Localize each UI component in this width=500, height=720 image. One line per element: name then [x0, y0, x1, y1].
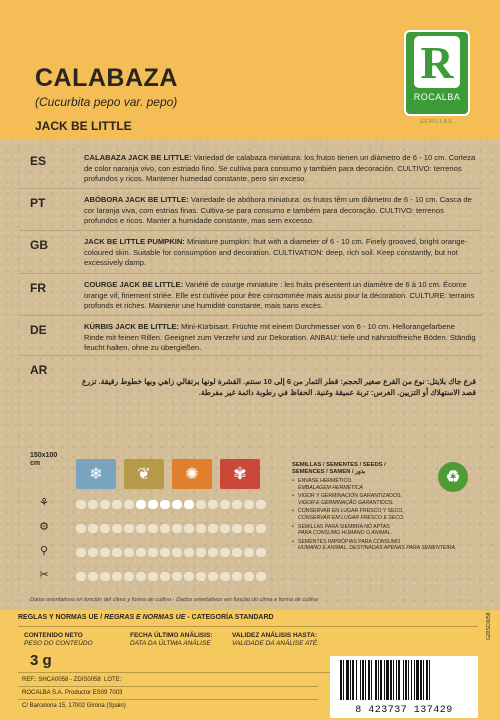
sowing-icon: ⚘ [39, 497, 49, 509]
calendar-cell [172, 500, 182, 509]
footer-divider [18, 699, 318, 700]
calendar-cell [160, 500, 170, 509]
analysis-date-label: FECHA ÚLTIMO ANÁLISIS: DATA DA ÚLTIMA ANÁLISE [130, 632, 213, 647]
barcode-bar [393, 660, 394, 700]
barcode-bar [423, 660, 424, 700]
calendar-cell [256, 572, 266, 581]
calendar-cell [112, 548, 122, 557]
lang-divider [20, 188, 482, 189]
legend-item: • SEMENTES IMPRÓPIAS PARA CONSUMO HUMANO E ANIMAL, DESTINADAS APENAS PARA SEMENTEIRA. [292, 539, 482, 552]
calendar-row-transplant [30, 544, 288, 560]
calendar-cell [148, 572, 158, 581]
net-weight: 3 g [30, 652, 52, 669]
calendar-cell [76, 548, 86, 557]
barcode-bar [343, 660, 344, 700]
calendar-cell [184, 572, 194, 581]
calendar-cell [220, 572, 230, 581]
barcode-bar [368, 660, 370, 700]
net-content-label: CONTENIDO NETO PESO DO CONTEÚDO [24, 632, 93, 647]
calendar-cell [76, 500, 86, 509]
sun-icon: ✺ [172, 459, 212, 489]
barcode-bar [403, 660, 404, 700]
lang-divider [20, 230, 482, 231]
cultivation-calendar [30, 452, 288, 592]
category: CATEGORÍA STANDARD [191, 614, 274, 621]
barcode-bar [352, 660, 354, 700]
calendar-cell [184, 500, 194, 509]
lang-code: DE [30, 323, 47, 337]
calendar-cell [184, 548, 194, 557]
lang-text: ABÓBORA JACK BE LITTLE: Variedade de abóbora miniatura: os frutos têm um diâmetro de 6 - 10 cm. Casca de cor laranja viva, com estrias finas. Cultiva-se para consumo e também para decoração. CULTIVO: terrenos profundos e ricos. Manter a humidade constante, mas sem excesso. [84, 195, 472, 226]
calendar-cell [208, 524, 218, 533]
calendar-cell [220, 500, 230, 509]
barcode-bar [398, 660, 400, 700]
latin-name: (Cucurbita pepo var. pepo) [35, 95, 178, 109]
calendar-cell [208, 500, 218, 509]
sprout-icon: ❦ [124, 459, 164, 489]
calendar-cell [232, 500, 242, 509]
calendar-cell [196, 500, 206, 509]
barcode-bar [375, 660, 377, 700]
barcode-bar [429, 660, 430, 700]
barcode-bar [365, 660, 366, 700]
calendar-cell [136, 572, 146, 581]
barcode [330, 656, 478, 718]
calendar-cell [100, 572, 110, 581]
address: C/ Barcelona 15, 17002 Girona (Spain) [22, 703, 126, 709]
lang-text: CALABAZA JACK BE LITTLE: Variedad de calabaza miniatura: los frutos tienen un diámetro de 6 - 10 cm. Corteza de color naranja vivo, con estriado fino. Se cultiva para consumo y también para decoración. CULTIVO: terrenos profundos y ricos. Mantener humedad constante, pero sin exceso. [84, 153, 476, 184]
product-title: CALABAZA [35, 64, 178, 92]
calendar-row-harvest [30, 568, 288, 584]
calendar-cell [160, 548, 170, 557]
barcode-bar [386, 660, 389, 700]
calendar-cell [76, 524, 86, 533]
barcode-bar [405, 660, 407, 700]
barcode-bar [414, 660, 415, 700]
calendar-row-sowing [30, 496, 288, 512]
barcode-bar [411, 660, 412, 700]
calendar-cell [160, 572, 170, 581]
barcode-bar [420, 660, 422, 700]
barcode-bar [384, 660, 385, 700]
calendar-cell [76, 572, 86, 581]
calendar-cell [184, 524, 194, 533]
calendar-note: Datos orientativos en función del clima y forma de cultivo · Dados orientativos em função do clima e forma de cultivo [30, 597, 319, 603]
calendar-cell [196, 548, 206, 557]
rules-pt: REGRAS E NORMAS UE [104, 614, 186, 621]
calendar-cell [160, 524, 170, 533]
calendar-cell [256, 524, 266, 533]
lang-code: AR [30, 363, 48, 377]
calendar-cell [88, 524, 98, 533]
calendar-cell [124, 572, 134, 581]
calendar-cell [88, 548, 98, 557]
lang-text: JACK BE LITTLE PUMPKIN: Miniature pumpkin: fruit with a diameter of 6 - 10 cm. Finely grooved, bright orange-coloured skin. Suitable for consumption and decoration. CULTIVATION: deep, rich soil. Keep constantly, but not excessively damp. [84, 237, 468, 268]
calendar-cell [124, 548, 134, 557]
calendar-cell [220, 524, 230, 533]
calendar-cell [244, 500, 254, 509]
barcode-bar [346, 660, 349, 700]
calendar-cell [232, 572, 242, 581]
barcode-bar [380, 660, 382, 700]
barcode-bar [416, 660, 419, 700]
calendar-cell [136, 500, 146, 509]
legend-heading: SEMILLAS / SEMENTES / SEEDS / SEMENCES / SAMEN / بذور [292, 462, 386, 475]
lang-text: قرع جاك بلايتل: نوع من القرع صغير الحجم: قطر الثمار من 6 إلى 10 سنتم. القشرة لونها برتقالي زاهي وبها خطوط رقيقة. تزرع قصد الاستهلاك أو التزيين. الغرس: تربة عميقة وغنية. الحفاظ في رطوبة دائمة غير مفرطة. [82, 377, 476, 397]
seedbed-icon: ⚙ [39, 521, 49, 533]
barcode-bar [362, 660, 364, 700]
logo-tagline: SEMILLAS [420, 119, 453, 125]
calendar-cell [208, 548, 218, 557]
lang-divider [20, 315, 482, 316]
calendar-cell [148, 548, 158, 557]
legend-item: • CONSERVAR EN LUGAR FRESCO Y SECO. CONSERVAR EM LUGAR FRESCO E SECO. [292, 508, 482, 521]
barcode-bar [378, 660, 379, 700]
lang-divider [20, 273, 482, 274]
footer-divider [18, 626, 478, 627]
lang-code: FR [30, 281, 46, 295]
calendar-cell [244, 548, 254, 557]
snowflake-icon: ❄ [76, 459, 116, 489]
calendar-cell [112, 572, 122, 581]
spacing-label: 150x100 cm [30, 452, 58, 467]
legend-item: • SEMILLAS PARA SIEMBRA NO APTAS PARA CONSUMO HUMANO O ANIMAL. [292, 524, 482, 537]
lang-divider [20, 355, 482, 356]
logo-brand: ROCALBA [413, 92, 461, 102]
barcode-bar [356, 660, 357, 700]
calendar-cell [256, 548, 266, 557]
calendar-cell [172, 548, 182, 557]
vertical-code: G20SC0058 [486, 612, 492, 640]
recycle-icon: ♻ [438, 462, 468, 492]
maple-leaf-icon: ✾ [220, 459, 260, 489]
validity-label: VALIDEZ ANÁLISIS HASTA: VALIDADE DA ANÁLISE ATÉ: [232, 632, 319, 647]
calendar-cell [88, 500, 98, 509]
barcode-bar [350, 660, 351, 700]
calendar-cell [220, 548, 230, 557]
calendar-cell [172, 572, 182, 581]
transplant-icon: ⚲ [39, 545, 49, 557]
rocalba-logo [404, 30, 470, 116]
calendar-row-seedbed [30, 520, 288, 536]
barcode-bars [330, 656, 478, 704]
barcode-bar [408, 660, 409, 700]
header-band [0, 0, 500, 140]
calendar-cell [148, 524, 158, 533]
calendar-cell [100, 500, 110, 509]
calendar-cell [88, 572, 98, 581]
calendar-cell [196, 524, 206, 533]
lang-code: GB [30, 238, 48, 252]
barcode-digits: 8 423737 137429 [355, 705, 453, 716]
barcode-bar [340, 660, 342, 700]
barcode-bar [390, 660, 392, 700]
barcode-bar [360, 660, 361, 700]
rules-line: REGLAS Y NORMAS UE / REGRAS E NORMAS UE - CATEGORÍA STANDARD [18, 614, 274, 621]
barcode-bar [371, 660, 372, 700]
calendar-cell [100, 548, 110, 557]
calendar-cell [172, 524, 182, 533]
producer: ROCALBA S.A. Productor ES09 7003 [22, 690, 123, 696]
calendar-cell [112, 524, 122, 533]
calendar-cell [124, 524, 134, 533]
calendar-cell [244, 524, 254, 533]
calendar-cell [256, 500, 266, 509]
legend-item: • VIGOR Y GERMINACIÓN GARANTIZADOS. VIGOR E GERMINAÇÃO GARANTIDOS. [292, 493, 482, 506]
barcode-bar [426, 660, 428, 700]
calendar-cell [136, 548, 146, 557]
variety-name: JACK BE LITTLE [35, 119, 132, 133]
reference: REF.: SHCA0058 - ZDIS0058 LOTE: [22, 677, 122, 683]
lang-code: ES [30, 154, 47, 168]
calendar-cell [196, 572, 206, 581]
calendar-cell [136, 524, 146, 533]
lang-text: KÜRBIS JACK BE LITTLE: Mini-Kürbisart. Früchte mit einem Durchmesser von 6 - 10 cm. Hellorangefarbene Rinde mit feinen Rillen. Geeignet zum Verzehr und zur Dekoration. ANBAU: tiefe und nährstoffreiche Böden. Ständig feucht halten, ohne zu übergießen. [84, 322, 476, 353]
rules-es: REGLAS Y NORMAS UE [18, 614, 99, 621]
calendar-cell [232, 548, 242, 557]
calendar-cell [124, 500, 134, 509]
calendar-cell [148, 500, 158, 509]
calendar-cell [112, 500, 122, 509]
legend-item: • ENVASE HERMÉTICO. EMBALAGEM HERMÉTICA [292, 478, 482, 491]
lang-code: PT [30, 196, 46, 210]
calendar-cell [232, 524, 242, 533]
calendar-cell [208, 572, 218, 581]
logo-letter: R [414, 36, 460, 88]
calendar-cell [100, 524, 110, 533]
barcode-bar [396, 660, 397, 700]
calendar-cell [244, 572, 254, 581]
harvest-icon: ✂ [39, 569, 49, 581]
footer-divider [18, 686, 318, 687]
lang-text: COURGE JACK BE LITTLE: Variété de courge miniature : les fruits présentent un diamètre de 6 à 10 cm. Écorce orange vif, finement striée. Elle est cultivée pour être consommée mais aussi pour la décoration. CULTURE: terrains profonds et riches. Maintenir une humidité constante, mais sans excès. [84, 280, 475, 311]
